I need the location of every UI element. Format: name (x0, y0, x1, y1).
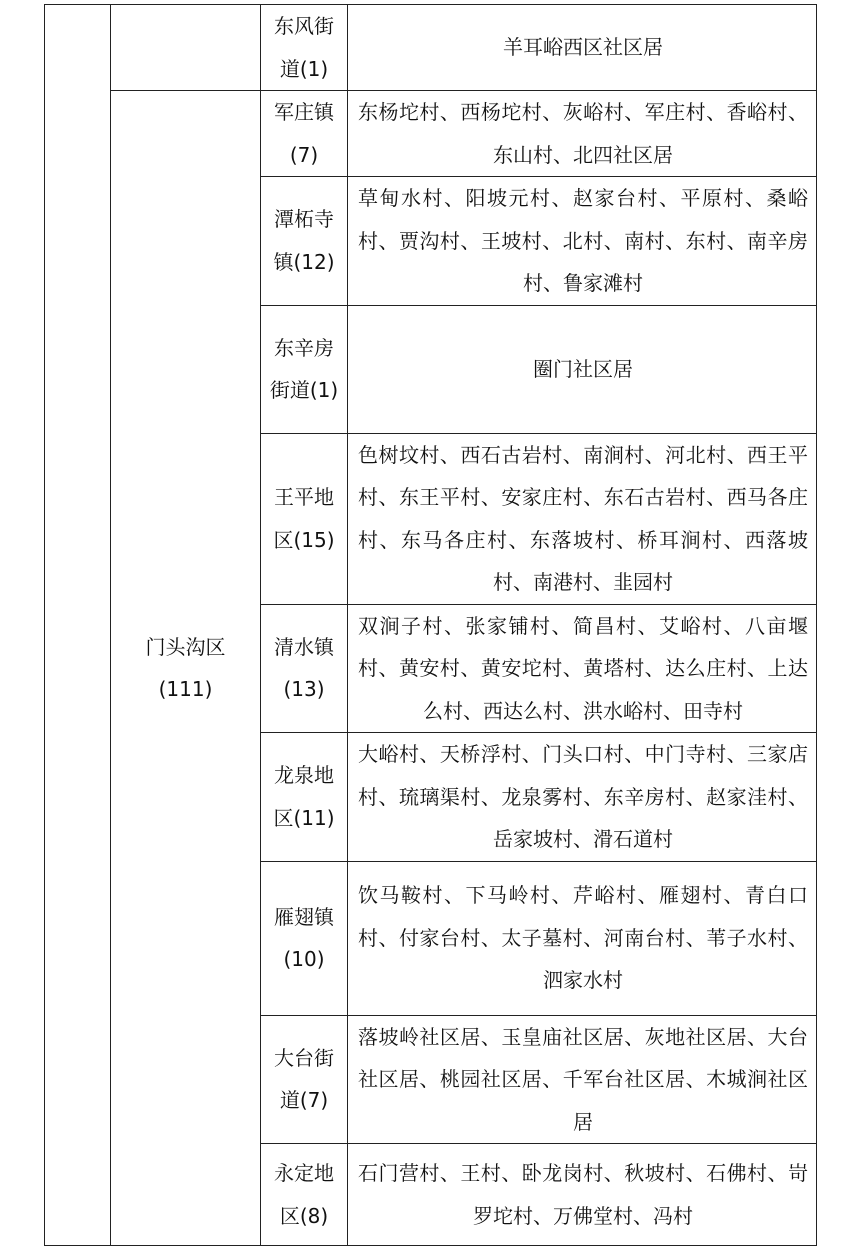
town-cell: 雁翅镇(10) (261, 861, 348, 1015)
town-cell: 军庄镇(7) (261, 91, 348, 177)
villages-cell: 羊耳峪西区社区居 (348, 5, 817, 91)
district-name: 门头沟区 (145, 634, 226, 659)
villages-cell: 色树坟村、西石古岩村、南涧村、河北村、西王平村、东王平村、安家庄村、东石古岩村、西马各庄村、东马各庄村、东落坡村、桥耳涧村、西落坡村、南港村、韭园村 (348, 433, 817, 604)
villages-cell: 东杨坨村、西杨坨村、灰峪村、军庄村、香峪村、东山村、北四社区居 (348, 91, 817, 177)
villages-cell: 饮马鞍村、下马岭村、芹峪村、雁翅村、青白口村、付家台村、太子墓村、河南台村、苇子水村、泗家水村 (348, 861, 817, 1015)
district-cell-prev (111, 5, 261, 91)
town-cell: 龙泉地区(11) (261, 733, 348, 862)
town-cell: 潭柘寺镇(12) (261, 177, 348, 306)
document-page (44, 4, 817, 1246)
district-count: (111) (158, 677, 213, 701)
town-cell: 王平地区(15) (261, 433, 348, 604)
region-table (44, 4, 817, 1246)
villages-cell: 圈门社区居 (348, 305, 817, 433)
town-cell: 大台街道(7) (261, 1015, 348, 1144)
town-cell: 清水镇(13) (261, 604, 348, 733)
town-cell: 东风街道(1) (261, 5, 348, 91)
villages-cell: 草甸水村、阳坡元村、赵家台村、平原村、桑峪村、贾沟村、王坡村、北村、南村、东村、南辛房村、鲁家滩村 (348, 177, 817, 306)
villages-cell: 落坡岭社区居、玉皇庙社区居、灰地社区居、大台社区居、桃园社区居、千军台社区居、木城涧社区居 (348, 1015, 817, 1144)
city-cell (45, 5, 111, 1246)
villages-cell: 大峪村、天桥浮村、门头口村、中门寺村、三家店村、琉璃渠村、龙泉雾村、东辛房村、赵家洼村、岳家坡村、滑石道村 (348, 733, 817, 862)
table-row (45, 91, 817, 177)
town-cell: 永定地区(8) (261, 1144, 348, 1246)
villages-cell: 双涧子村、张家铺村、简昌村、艾峪村、八亩堰村、黄安村、黄安坨村、黄塔村、达么庄村、上达么村、西达么村、洪水峪村、田寺村 (348, 604, 817, 733)
town-cell: 东辛房街道(1) (261, 305, 348, 433)
district-cell (111, 91, 261, 1246)
table-row (45, 5, 817, 91)
villages-cell: 石门营村、王村、卧龙岗村、秋坡村、石佛村、岢罗坨村、万佛堂村、冯村 (348, 1144, 817, 1246)
